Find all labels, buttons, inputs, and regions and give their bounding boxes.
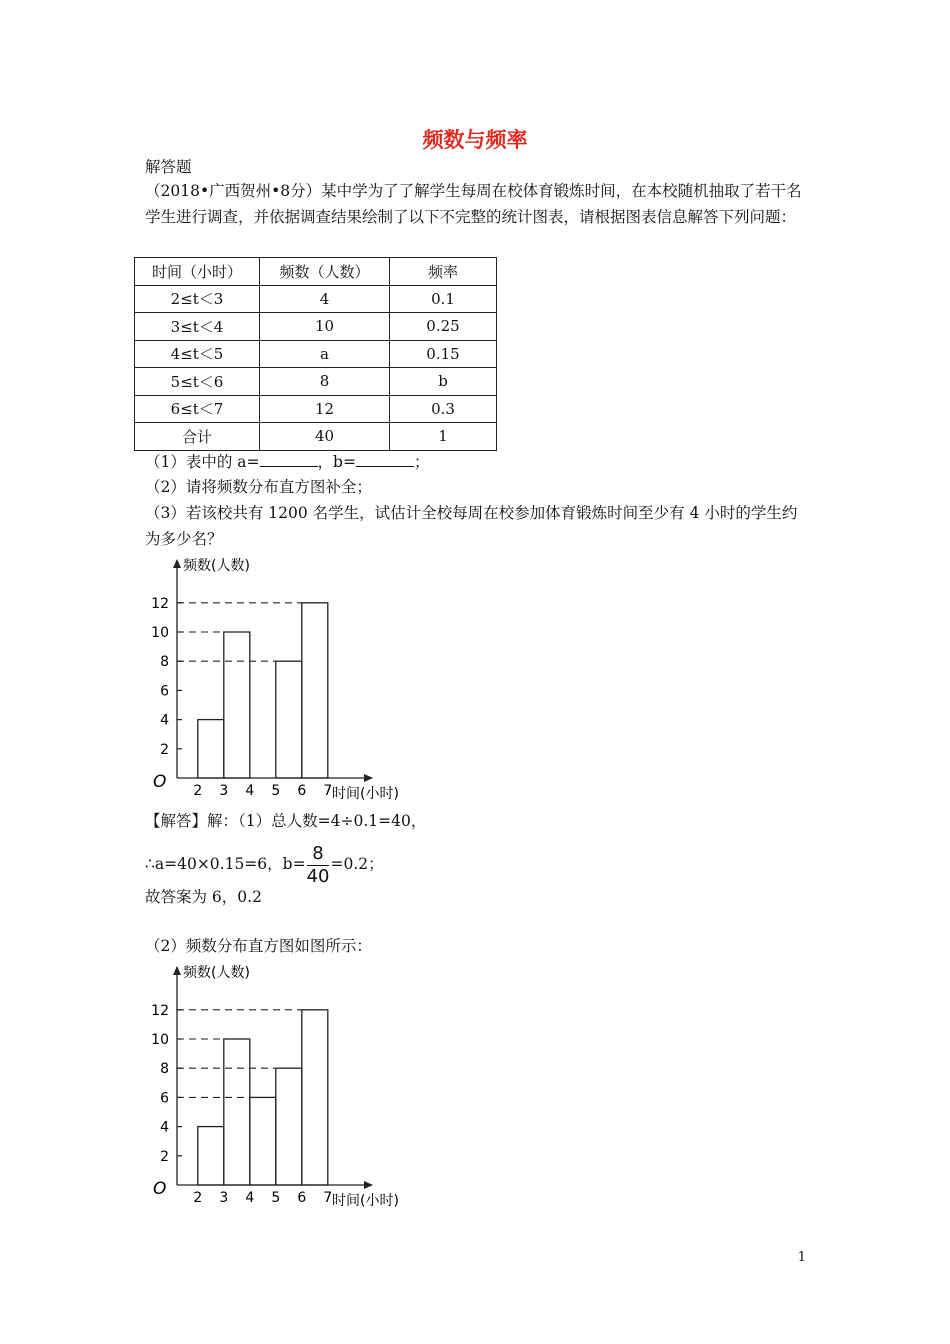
- answer-blank-b: [356, 450, 414, 467]
- table-cell: 0.25: [390, 313, 497, 341]
- histogram-incomplete: [140, 548, 400, 808]
- answer-q2: （2）频数分布直方图如图所示：: [145, 937, 372, 955]
- table-cell: 0.3: [390, 395, 497, 423]
- table-row: [135, 423, 497, 451]
- histogram-bar: [302, 603, 328, 778]
- x-tick-label: 2: [193, 783, 203, 799]
- table-row: [135, 340, 497, 368]
- histogram-bar: [198, 1127, 224, 1185]
- fraction-numerator: 8: [307, 843, 330, 866]
- y-axis-label: 频数(人数): [183, 965, 250, 981]
- y-tick-label: 4: [160, 1119, 169, 1136]
- frequency-table: [134, 257, 497, 451]
- answer-line-2: [145, 842, 384, 888]
- table-cell: 0.1: [390, 285, 497, 313]
- table-cell: 4: [260, 285, 390, 313]
- histogram-bar: [198, 720, 224, 778]
- histogram-plot-area: [151, 557, 399, 802]
- answer-line-1: [145, 810, 426, 832]
- histogram-bar: [302, 1010, 328, 1185]
- table-cell: 3≤t＜4: [135, 313, 260, 341]
- y-tick-label: 8: [160, 1061, 169, 1078]
- table-cell: 40: [260, 423, 390, 451]
- table-cell: 12: [260, 395, 390, 423]
- origin-label: O: [153, 1179, 167, 1199]
- answer-label: 【解答】解：: [145, 812, 239, 830]
- table-cell: b: [390, 368, 497, 396]
- answer-line-2-end: =0.2；: [330, 855, 384, 873]
- fraction: [307, 843, 330, 888]
- q1-mid: ，b=: [317, 453, 356, 471]
- table-cell: 合计: [135, 423, 260, 451]
- table-cell: 2≤t＜3: [135, 285, 260, 313]
- section-label: 解答题: [145, 158, 192, 176]
- histogram-bar: [224, 632, 250, 778]
- answer-line-2-start: ∴a=40×0.15=6，b=: [145, 855, 306, 873]
- y-tick-label: 12: [151, 1002, 169, 1019]
- answer-part-1: （1）总人数=4÷0.1=40，: [238, 812, 427, 830]
- table-header-cell: 频率: [390, 258, 497, 286]
- page-title: 频数与频率: [422, 128, 528, 152]
- answer-line-3: 故答案为 6，0.2: [145, 888, 262, 906]
- fraction-denominator: 40: [306, 865, 330, 887]
- question-1: [145, 450, 429, 473]
- table-cell: 4≤t＜5: [135, 340, 260, 368]
- q1-suffix: ；: [413, 453, 430, 471]
- table-cell: 1: [390, 423, 497, 451]
- q1-prefix: （1）表中的 a=: [145, 453, 260, 471]
- page-number: 1: [797, 1250, 806, 1265]
- x-tick-label: 2: [193, 1190, 203, 1206]
- table-cell: a: [260, 340, 390, 368]
- table-cell: 0.15: [390, 340, 497, 368]
- origin-label: O: [153, 772, 167, 792]
- y-tick-label: 6: [160, 683, 169, 700]
- y-tick-label: 4: [160, 712, 169, 729]
- table-cell: 8: [260, 368, 390, 396]
- y-axis-label: 频数(人数): [183, 558, 250, 574]
- histogram-bar: [276, 661, 302, 778]
- x-tick-label: 4: [245, 783, 255, 799]
- histogram-bar: [276, 1068, 302, 1185]
- histogram-bar: [224, 1039, 250, 1185]
- table-cell: 6≤t＜7: [135, 395, 260, 423]
- y-tick-label: 12: [151, 595, 169, 612]
- table-row: [135, 395, 497, 423]
- y-tick-label: 8: [160, 654, 169, 671]
- x-axis-label: 时间(小时): [332, 786, 399, 802]
- x-tick-label: 3: [219, 1190, 229, 1206]
- x-tick-label: 7: [323, 783, 333, 799]
- x-tick-label: 5: [271, 1190, 281, 1206]
- table-header-cell: 时间（小时）: [135, 258, 260, 286]
- problem-statement: （2018•广西贺州•8分）某中学为了了解学生每周在校体育锻炼时间，在本校随机抽取了若干名学生进行调查，并依据调查结果绘制了以下不完整的统计图表，请根据图表信息解答下列问题：: [145, 182, 802, 226]
- answer-blank-a: [260, 450, 318, 467]
- y-tick-label: 10: [151, 625, 169, 641]
- table-row: [135, 313, 497, 341]
- x-tick-label: 4: [245, 1190, 255, 1206]
- x-tick-label: 5: [271, 783, 281, 799]
- table-header-cell: 频数（人数）: [260, 258, 390, 286]
- y-tick-label: 6: [160, 1090, 169, 1107]
- y-tick-label: 2: [160, 741, 169, 758]
- x-tick-label: 7: [323, 1190, 333, 1206]
- question-2: （2）请将频数分布直方图补全；: [145, 478, 372, 496]
- x-axis-label: 时间(小时): [332, 1193, 399, 1209]
- question-3: （3）若该校共有 1200 名学生，试估计全校每周在校参加体育锻炼时间至少有 4 小时的学生约为多少名？: [145, 504, 798, 548]
- x-tick-label: 3: [219, 783, 229, 799]
- table-row: [135, 368, 497, 396]
- table-header-row: [135, 258, 497, 286]
- x-tick-label: 6: [297, 783, 307, 799]
- y-tick-label: 10: [151, 1032, 169, 1048]
- table-cell: 10: [260, 313, 390, 341]
- y-tick-label: 2: [160, 1148, 169, 1165]
- x-tick-label: 6: [297, 1190, 307, 1206]
- histogram-complete: [140, 955, 400, 1215]
- table-row: [135, 285, 497, 313]
- histogram-plot-area: [151, 964, 399, 1209]
- table-cell: 5≤t＜6: [135, 368, 260, 396]
- histogram-bar: [250, 1097, 276, 1185]
